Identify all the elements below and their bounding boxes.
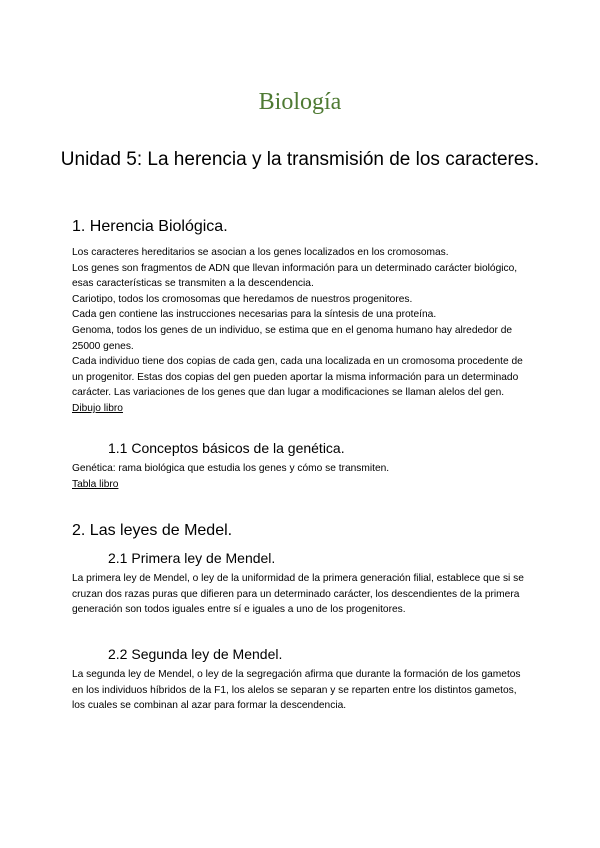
- section-1-heading: 1. Herencia Biológica.: [72, 218, 228, 235]
- section-2-2-body: [72, 667, 532, 714]
- section-2-1-body: [72, 571, 532, 618]
- paragraph: La primera ley de Mendel, o ley de la uniformidad de la primera generación filial, establece que si se cruzan dos razas puras que difieren para un determinado carácter, los descendientes de la primera generación son todos iguales entre sí e iguales a uno de los progenitores.: [72, 573, 524, 616]
- section-2-heading: 2. Las leyes de Medel.: [72, 522, 233, 539]
- paragraph: Genoma, todos los genes de un individuo, se estima que en el genoma humano hay alrededor de 25000 genes.: [72, 324, 513, 352]
- paragraph: Cada individuo tiene dos copias de cada gen, cada una localizada en un cromosoma procedente de un progenitor. Estas dos copias del gen pueden aportar la misma información para un determinado carácter. Las variaciones de los genes que dan lugar a modificaciones se llaman alelos del gen.: [72, 356, 523, 399]
- paragraph: Los caracteres hereditarios se asocian a los genes localizados en los cromosomas.: [72, 247, 449, 258]
- section-1-1-heading: 1.1 Conceptos básicos de la genética.: [108, 440, 345, 456]
- paragraph: Genética: rama biológica que estudia los genes y cómo se transmiten.: [72, 463, 390, 474]
- section-2-2-heading: 2.2 Segunda ley de Mendel.: [108, 646, 283, 662]
- paragraph: Cariotipo, todos los cromosomas que heredamos de nuestros progenitores.: [72, 293, 413, 305]
- paragraph: Cada gen contiene las instrucciones necesarias para la síntesis de una proteína.: [72, 309, 437, 321]
- dibujo-libro-link[interactable]: Dibujo libro: [72, 402, 123, 414]
- unit-title: Unidad 5: La herencia y la transmisión de los caracteres.: [60, 149, 540, 170]
- paragraph: Los genes son fragmentos de ADN que llevan información para un determinado carácter biológico, esas características se transmiten a la descendencia.: [72, 262, 518, 290]
- section-1-body: [72, 245, 532, 417]
- tabla-libro-link[interactable]: Tabla libro: [72, 478, 119, 490]
- document-title: Biología: [258, 89, 342, 115]
- section-1-1-body: [72, 461, 532, 492]
- section-2-1-heading: 2.1 Primera ley de Mendel.: [108, 550, 276, 566]
- paragraph: La segunda ley de Mendel, o ley de la segregación afirma que durante la formación de los gametos en los individuos híbridos de la F1, los alelos se separan y se reparten entre los distintos gametos, los cuales se combinan al azar para formar la descendencia.: [72, 669, 521, 712]
